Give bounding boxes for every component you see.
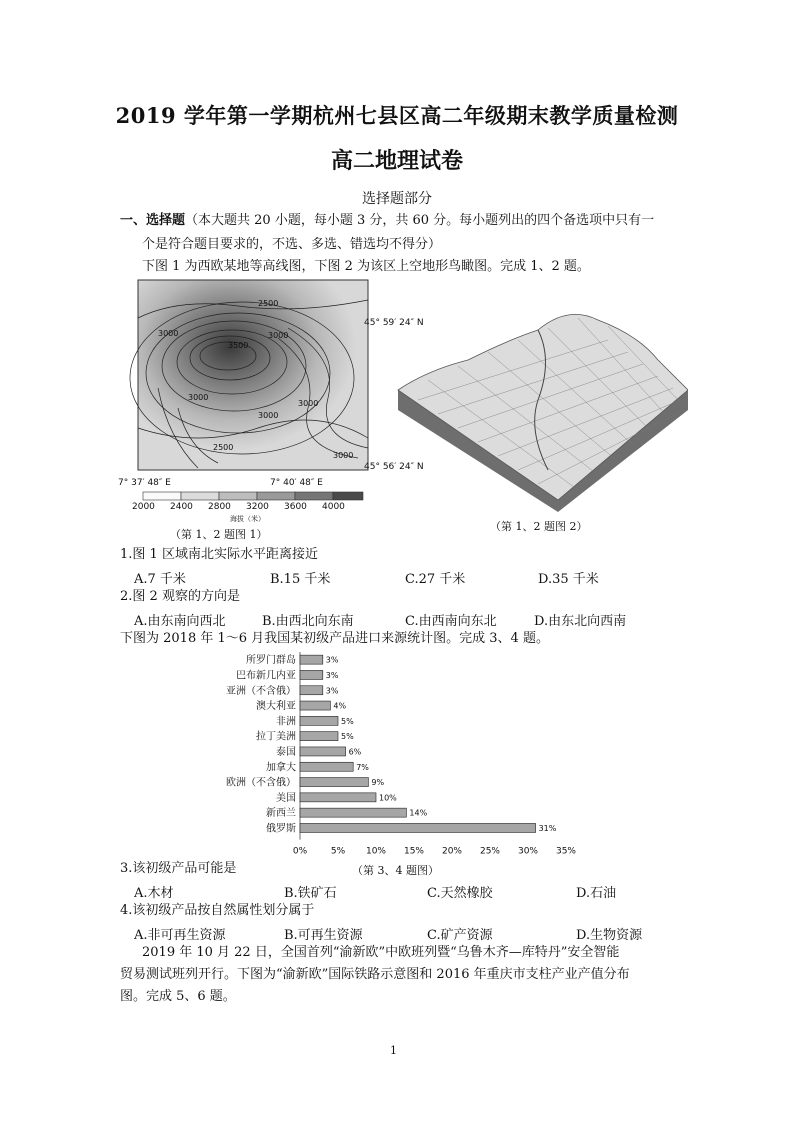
bar: [300, 778, 368, 787]
bar: [300, 716, 338, 725]
bar: [300, 793, 376, 802]
contour-label: 3000: [258, 411, 279, 420]
map1-lat-bottom: 45° 56′ 24″ N: [364, 462, 424, 472]
data-label: 10%: [379, 793, 397, 803]
data-label: 3%: [325, 670, 339, 680]
q2-option-c: C.由西南向东北: [405, 614, 497, 629]
category-label: 欧洲（不含俄）: [226, 777, 296, 789]
data-label: 3%: [325, 655, 339, 665]
contour-map-graphic: [118, 278, 388, 530]
legend-value: 3200: [246, 502, 269, 512]
q56-intro-line3: 图。完成 5、6 题。: [120, 989, 236, 1004]
bar: [300, 670, 323, 679]
category-label: 澳大利亚: [256, 701, 296, 713]
q3-option-c: C.天然橡胶: [427, 886, 493, 901]
q2-option-b: B.由西北向东南: [262, 614, 354, 629]
data-label: 5%: [341, 716, 354, 726]
bar: [300, 686, 323, 695]
data-label: 9%: [371, 778, 385, 788]
terrain-3d-graphic: [388, 300, 688, 512]
contour-label: 3000: [268, 331, 289, 340]
q4-option-a: A.非可再生资源: [134, 928, 226, 943]
data-label: 6%: [348, 747, 362, 757]
data-label: 4%: [333, 701, 347, 711]
q2-option-a: A.由东南向西北: [134, 614, 226, 629]
q2-stem: 2.图 2 观察的方向是: [120, 589, 240, 604]
data-label: 5%: [341, 732, 354, 742]
import-source-chart: [200, 648, 600, 858]
x-tick-label: 35%: [555, 846, 577, 857]
chart-intro: 下图为 2018 年 1～6 月我国某初级产品进口来源统计图。完成 3、4 题。: [120, 631, 549, 646]
bar: [300, 747, 346, 756]
paper-subtitle: 高二地理试卷: [330, 148, 463, 174]
q1-option-b: B.15 千米: [270, 572, 331, 587]
page-number: 1: [390, 1044, 397, 1057]
q56-intro-line2: 贸易测试班列开行。下图为“渝新欧”国际铁路示意图和 2016 年重庆市支柱产业产值分布: [120, 967, 630, 982]
category-label: 亚洲（不含俄）: [226, 685, 296, 697]
category-label: 拉丁美洲: [256, 731, 296, 743]
legend-value: 3600: [284, 502, 307, 512]
category-label: 新西兰: [266, 808, 296, 820]
data-label: 7%: [356, 762, 369, 772]
category-label: 非洲: [276, 716, 296, 728]
category-label: 泰国: [276, 746, 296, 758]
bar: [300, 762, 353, 771]
terrain-3d-figure: [388, 300, 688, 512]
contour-label: 2500: [213, 443, 234, 452]
bar: [300, 823, 536, 832]
category-label: 巴布新几内亚: [236, 670, 296, 682]
q4-stem: 4.该初级产品按自然属性划分属于: [120, 903, 315, 918]
legend-value: 4000: [322, 502, 345, 512]
q12-intro: 下图 1 为西欧某地等高线图，下图 2 为该区上空地形鸟瞰图。完成 1、2 题。: [142, 259, 590, 274]
section-desc-line2: 个是符合题目要求的，不选、多选、错选均不得分）: [142, 237, 442, 252]
legend-value: 2400: [170, 502, 193, 512]
q1-stem: 1.图 1 区域南北实际水平距离接近: [120, 547, 318, 562]
x-tick-label: 30%: [517, 846, 539, 857]
elevation-legend: [143, 492, 363, 500]
x-tick-label: 10%: [365, 846, 387, 857]
contour-label: 3500: [228, 341, 249, 350]
section-heading: 一、选择题: [120, 213, 186, 228]
chart-caption: （第 3、4 题图）: [352, 864, 439, 877]
legend-unit: 海拔（米）: [230, 515, 265, 523]
x-tick-label: 25%: [479, 846, 501, 857]
map1-lat-top: 45° 59′ 24″ N: [364, 318, 424, 328]
map1-lon-right: 7° 40′ 48″ E: [270, 478, 323, 488]
data-label: 31%: [538, 823, 557, 833]
category-label: 俄罗斯: [266, 823, 296, 835]
figure2-caption: （第 1、2 题图 2）: [490, 520, 588, 533]
legend-value: 2000: [132, 502, 155, 512]
q56-intro-line1: 2019 年 10 月 22 日，全国首列“渝新欧”中欧班列暨“乌鲁木齐—库特丹”安全智能: [142, 945, 620, 960]
q3-option-a: A.木材: [134, 886, 174, 901]
data-label: 14%: [409, 808, 428, 818]
bar-chart-svg: [200, 648, 600, 858]
q3-option-b: B.铁矿石: [284, 886, 337, 901]
q3-option-d: D.石油: [576, 886, 617, 901]
section-instructions: [120, 212, 654, 230]
contour-label: 3000: [298, 399, 319, 408]
x-tick-label: 5%: [330, 846, 346, 857]
figure1-caption: （第 1、2 题图 1）: [170, 528, 268, 541]
contour-map-figure: [118, 278, 388, 530]
contour-label: 2500: [258, 299, 279, 308]
q3-stem: 3.该初级产品可能是: [120, 861, 237, 876]
q1-option-a: A.7 千米: [134, 572, 186, 587]
category-label: 加拿大: [266, 762, 296, 774]
category-label: 美国: [276, 792, 296, 804]
contour-label: 3000: [188, 393, 209, 402]
q4-option-d: D.生物资源: [576, 928, 643, 943]
q4-option-b: B.可再生资源: [284, 928, 363, 943]
x-tick-label: 15%: [403, 846, 425, 857]
contour-label: 3000: [333, 451, 354, 460]
section-desc-line1: （本大题共 20 小题，每小题 3 分，共 60 分。每小题列出的四个备选项中只有一: [185, 213, 655, 228]
q1-option-d: D.35 千米: [538, 572, 599, 587]
bar: [300, 808, 406, 817]
map1-lon-left: 7° 37′ 48″ E: [118, 478, 171, 488]
bar: [300, 701, 330, 710]
contour-label: 3000: [158, 329, 179, 338]
part-heading: 选择题部分: [362, 191, 432, 207]
category-label: 所罗门群岛: [246, 655, 296, 667]
x-tick-label: 20%: [441, 846, 463, 857]
bar: [300, 732, 338, 741]
bar: [300, 655, 323, 664]
q2-option-d: D.由东北向西南: [534, 614, 627, 629]
legend-value: 2800: [208, 502, 231, 512]
q4-option-c: C.矿产资源: [427, 928, 493, 943]
x-tick-label: 0%: [292, 846, 308, 857]
data-label: 3%: [325, 686, 339, 696]
exam-title: 2019 学年第一学期杭州七县区高二年级期末教学质量检测: [115, 103, 679, 128]
q1-option-c: C.27 千米: [405, 572, 466, 587]
